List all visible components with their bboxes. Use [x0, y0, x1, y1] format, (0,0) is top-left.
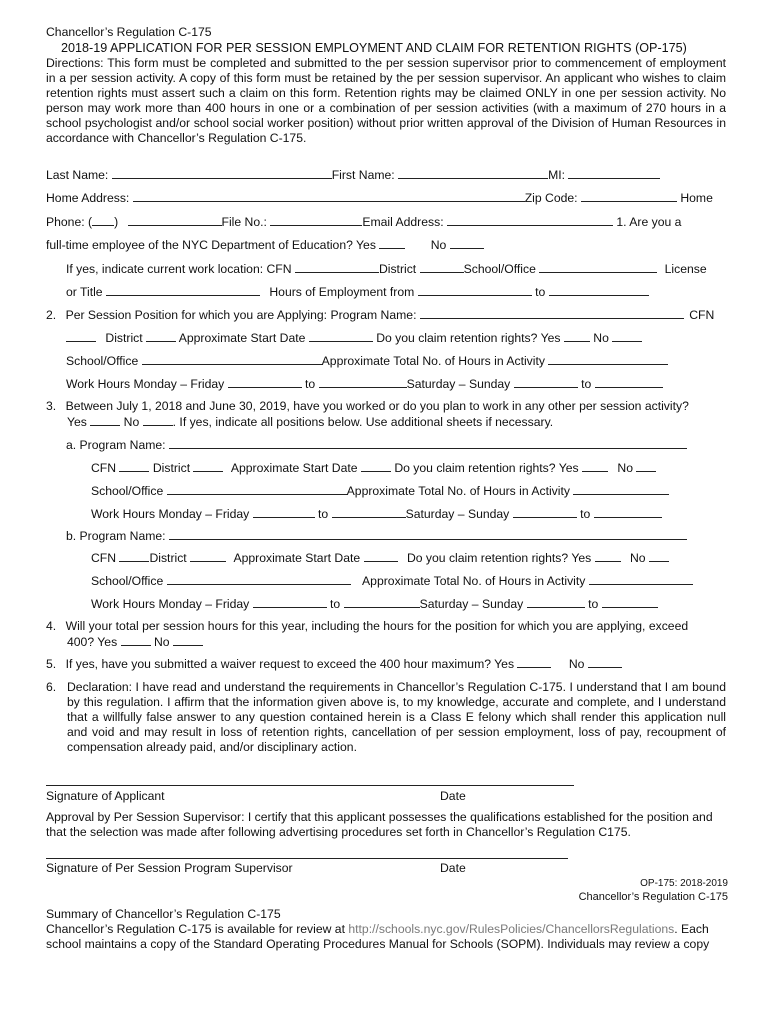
zip-field[interactable]: [581, 190, 677, 202]
q2-total-hours-label: Approximate Total No. of Hours in Activity: [321, 354, 545, 368]
q3b-start-date-label: Approximate Start Date: [233, 551, 361, 565]
summary-line-1: [46, 922, 709, 937]
q2-district-field[interactable]: [146, 330, 176, 342]
q3b-weekend-from-field[interactable]: [527, 596, 585, 608]
q3a-district-label: District: [152, 461, 191, 475]
address-row: [46, 190, 713, 206]
q3-no-field[interactable]: [143, 414, 173, 426]
q1-no-label: No: [430, 238, 447, 252]
q2-work-hours-row: [66, 376, 663, 392]
applicant-signature-label: Signature of Applicant: [46, 789, 165, 803]
q3b-school-row: [91, 573, 693, 589]
q3b-details-row: [91, 550, 669, 566]
q3b-weekend-to-label: to: [588, 597, 599, 611]
question-5-row: [46, 656, 622, 672]
q4-yes-field[interactable]: [121, 634, 151, 646]
declaration-paragraph: Declaration: I have read and understand the requirements in Chancellor’s Regulation C-175. I understand that I am bound by this regulation. I affirm that the information given above is, to my knowledge, accurate and complete, and I understand that a willfully false answer to any question contained herein is a Class E felony which shall render this application null and void and may result in loss of retention rights, cancellation of per session employment, loss of pay, recoupment of compensation already paid, and/or disciplinary action.: [67, 680, 726, 754]
supervisor-signature-label: Signature of Per Session Program Supervisor: [46, 861, 293, 875]
last-name-field[interactable]: [112, 167, 332, 179]
question-4-answer-row: [67, 634, 203, 650]
phone-label: Phone: (: [46, 215, 93, 229]
q3b-program-field[interactable]: [169, 528, 687, 540]
q2-retention-label: Do you claim retention rights? Yes: [376, 331, 561, 345]
q2-weekday-label: Work Hours Monday – Friday: [66, 377, 225, 391]
home-address-label: Home Address:: [46, 191, 130, 205]
footer-regulation: Chancellor’s Regulation C-175: [578, 891, 728, 903]
hours-to-label: to: [535, 285, 546, 299]
q2-retention-yes-field[interactable]: [564, 330, 590, 342]
q3a-weekday-to-label: to: [318, 507, 329, 521]
q4-text: Will your total per session hours for this year, including the hours for the position for which you are applying, exceed: [65, 619, 689, 633]
q2-number: 2.: [46, 308, 57, 322]
summary-text: Chancellor’s Regulation C-175 is available for review at: [46, 922, 349, 936]
q1-yes-field[interactable]: [379, 237, 405, 249]
q3a-weekend-to-label: to: [580, 507, 591, 521]
q3a-retention-no-field[interactable]: [636, 460, 656, 472]
q2-program-name-field[interactable]: [420, 307, 684, 319]
q3b-retention-no-label: No: [630, 551, 646, 565]
question-3-row: [46, 399, 689, 414]
q4-no-label: No: [153, 635, 170, 649]
q3a-retention-yes-field[interactable]: [582, 460, 608, 472]
q2-weekday-to-label: to: [305, 377, 316, 391]
mi-label: MI:: [548, 168, 566, 182]
regulations-link[interactable]: http://schools.nyc.gov/RulesPolicies/ChancellorsRegulations: [348, 922, 675, 936]
q3a-start-date-label: Approximate Start Date: [230, 461, 358, 475]
q3a-program-row: [66, 437, 687, 453]
current-school-field[interactable]: [539, 261, 657, 273]
q3b-retention-yes-field[interactable]: [595, 550, 621, 562]
q2-weekend-to-field[interactable]: [595, 376, 663, 388]
current-school-label: School/Office: [463, 262, 536, 276]
q3a-weekend-from-field[interactable]: [513, 506, 577, 518]
q3b-weekday-to-label: to: [330, 597, 341, 611]
supervisor-date-label: Date: [440, 861, 466, 875]
hours-to-field[interactable]: [549, 284, 649, 296]
question-2-row: [46, 307, 714, 323]
q3b-cfn-label: CFN: [91, 551, 117, 565]
q3b-program-row: [66, 528, 687, 544]
q3b-weekday-label: Work Hours Monday – Friday: [91, 597, 250, 611]
q2-weekday-from-field[interactable]: [228, 376, 302, 388]
q2-total-hours-field[interactable]: [548, 353, 668, 365]
q3-no-label: No: [123, 415, 140, 429]
q4-yes-label: 400? Yes: [67, 635, 118, 649]
q3a-cfn-field[interactable]: [119, 460, 149, 472]
q3a-school-label: School/Office: [91, 484, 164, 498]
q3b-cfn-field[interactable]: [119, 550, 149, 562]
regulation-reference: Chancellor’s Regulation C-175: [46, 25, 212, 39]
work-location-row: [66, 261, 707, 277]
mi-field[interactable]: [568, 167, 660, 179]
q3b-district-label: District: [149, 551, 187, 565]
directions-paragraph: Directions: This form must be completed and submitted to the per session supervisor prior to commencement of employment in a per session activity. A copy of this form must be retained by the per session supervisor. An applicant who wishes to claim retention rights must assert such a claim on this form. Retention rights may be claimed ONLY in one per session activity. No person may work more than 400 hours in one or a combination of per session activities (with a maximum of 270 hours in a school psychologist and/or school social worker position) without prior written approval of the Division of Human Resources in accordance with Chancellor’s Regulation C-175.: [46, 56, 726, 145]
work-location-label: If yes, indicate current work location: CFN: [66, 262, 292, 276]
current-cfn-field[interactable]: [295, 261, 379, 273]
email-label: Email Address:: [362, 215, 444, 229]
q2-school-label: School/Office: [66, 354, 139, 368]
file-no-field[interactable]: [270, 214, 362, 226]
q3a-details-row: [91, 460, 656, 476]
email-field[interactable]: [447, 214, 613, 226]
q2-start-date-field[interactable]: [309, 330, 373, 342]
q3a-retention-label: Do you claim retention rights? Yes: [394, 461, 579, 475]
home-address-field[interactable]: [133, 190, 525, 202]
applicant-signature-line[interactable]: [46, 785, 574, 786]
q3b-weekday-from-field[interactable]: [253, 596, 327, 608]
q3a-weekday-label: Work Hours Monday – Friday: [91, 507, 250, 521]
phone-close-paren: ): [114, 215, 119, 229]
q2-weekend-from-field[interactable]: [514, 376, 578, 388]
q3b-work-hours-row: [91, 596, 658, 612]
q3-number: 3.: [46, 399, 57, 413]
summary-text-end: . Each: [674, 922, 709, 936]
license-label: License: [664, 262, 707, 276]
q5-yes-field[interactable]: [517, 656, 551, 668]
first-name-field[interactable]: [398, 167, 548, 179]
q2-weekend-label: Saturday – Sunday: [406, 377, 511, 391]
home-label: Home: [680, 191, 713, 205]
phone-row: [46, 214, 681, 230]
q2-weekday-to-field[interactable]: [319, 376, 407, 388]
q3a-program-label: a. Program Name:: [66, 438, 166, 452]
q2-school-field[interactable]: [142, 353, 322, 365]
question-4-row: [46, 619, 688, 634]
first-name-label: First Name:: [331, 168, 395, 182]
q3b-program-label: b. Program Name:: [66, 529, 166, 543]
form-code: OP-175: 2018-2019: [640, 878, 728, 889]
question-1-row: [46, 237, 484, 253]
applicant-name-row: [46, 167, 660, 183]
q3a-weekend-label: Saturday – Sunday: [405, 507, 510, 521]
q3b-retention-no-field[interactable]: [649, 550, 669, 562]
q3b-total-hours-field[interactable]: [589, 573, 693, 585]
phone-number-field[interactable]: [128, 214, 222, 226]
current-district-label: District: [378, 262, 417, 276]
title-hours-row: [66, 284, 649, 300]
q3a-weekday-from-field[interactable]: [253, 506, 315, 518]
supervisor-approval-text: Approval by Per Session Supervisor: I certify that this applicant possesses the qualifications established for the position and that the selection was made after following advertising procedures set forth in Chancellor’s Regulation C175.: [46, 810, 713, 839]
q3b-retention-label: Do you claim retention rights? Yes: [406, 551, 592, 565]
applicant-date-label: Date: [440, 789, 466, 803]
q3a-cfn-label: CFN: [91, 461, 117, 475]
summary-title: Summary of Chancellor’s Regulation C-175: [46, 907, 281, 921]
q3-yes-label: Yes: [67, 415, 87, 429]
question-1-label: 1. Are you a: [616, 215, 682, 229]
q5-text: If yes, have you submitted a waiver request to exceed the 400 hour maximum? Yes: [65, 657, 515, 671]
q5-no-field[interactable]: [588, 656, 622, 668]
q4-no-field[interactable]: [173, 634, 203, 646]
q2-retention-no-field[interactable]: [612, 330, 642, 342]
q3a-school-row: [91, 483, 669, 499]
question-3-answer-row: [67, 414, 553, 430]
q3a-district-field[interactable]: [193, 460, 223, 472]
q2-cfn-label: CFN: [689, 308, 715, 322]
q3a-school-field[interactable]: [167, 483, 347, 495]
q3a-start-date-field[interactable]: [361, 460, 391, 472]
q3b-weekday-to-field[interactable]: [344, 596, 420, 608]
q3a-retention-no-label: No: [617, 461, 633, 475]
license-title-field[interactable]: [106, 284, 260, 296]
q2-start-date-label: Approximate Start Date: [178, 331, 306, 345]
or-title-label: or Title: [66, 285, 103, 299]
q2-district-label: District: [105, 331, 143, 345]
question-1-text: full-time employee of the NYC Department of Education? Yes: [46, 238, 376, 252]
hours-from-field[interactable]: [418, 284, 532, 296]
q1-no-field[interactable]: [450, 237, 484, 249]
q3b-school-label: School/Office: [91, 574, 164, 588]
q3b-district-field[interactable]: [190, 550, 226, 562]
q3a-weekend-to-field[interactable]: [594, 506, 662, 518]
q2-weekend-to-label: to: [581, 377, 592, 391]
form-title: 2018-19 APPLICATION FOR PER SESSION EMPLOYMENT AND CLAIM FOR RETENTION RIGHTS (OP-175): [61, 41, 687, 55]
q4-number: 4.: [46, 619, 57, 633]
q3b-school-field[interactable]: [167, 573, 351, 585]
q5-number: 5.: [46, 657, 57, 671]
q2-text: Per Session Position for which you are Applying: Program Name:: [65, 308, 417, 322]
q3a-total-hours-label: Approximate Total No. of Hours in Activity: [346, 484, 570, 498]
hours-from-label: Hours of Employment from: [269, 285, 415, 299]
q3-text: Between July 1, 2018 and June 30, 2019, have you worked or do you plan to work in any other per session activity?: [65, 399, 689, 413]
q3b-weekend-to-field[interactable]: [602, 596, 658, 608]
q3a-program-field[interactable]: [169, 437, 687, 449]
q2-school-row: [66, 353, 668, 369]
q2-details-row: [66, 330, 642, 346]
supervisor-signature-line[interactable]: [46, 858, 568, 859]
q5-no-label: No: [568, 657, 585, 671]
q3-yes-field[interactable]: [90, 414, 120, 426]
file-no-label: File No.:: [221, 215, 267, 229]
zip-label: Zip Code:: [524, 191, 578, 205]
summary-line-2: school maintains a copy of the Standard Operating Procedures Manual for Schools (SOPM). Individuals may review a copy: [46, 937, 710, 951]
q2-retention-no-label: No: [593, 331, 609, 345]
q6-number: 6.: [46, 680, 57, 694]
last-name-label: Last Name:: [46, 168, 109, 182]
q3-instructions: . If yes, indicate all positions below. Use additional sheets if necessary.: [172, 415, 554, 429]
q3b-total-hours-label: Approximate Total No. of Hours in Activity: [362, 574, 586, 588]
phone-area-code-field[interactable]: [92, 214, 114, 226]
q3a-weekday-to-field[interactable]: [332, 506, 406, 518]
q3a-total-hours-field[interactable]: [573, 483, 669, 495]
q2-cfn-field[interactable]: [66, 330, 96, 342]
q3b-start-date-field[interactable]: [364, 550, 398, 562]
current-district-field[interactable]: [420, 261, 464, 273]
q3a-work-hours-row: [91, 506, 662, 522]
q3b-weekend-label: Saturday – Sunday: [419, 597, 524, 611]
